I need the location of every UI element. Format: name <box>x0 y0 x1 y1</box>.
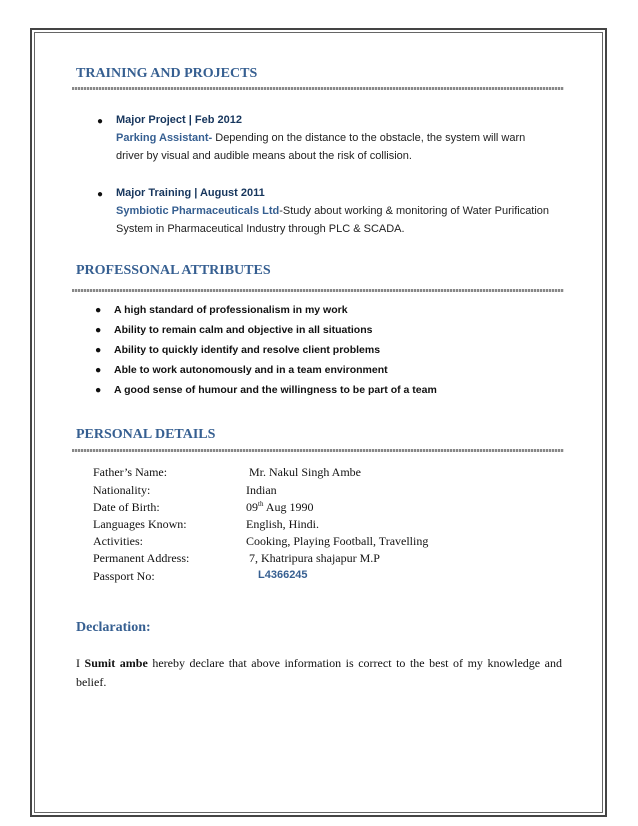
project-heading: Major Project | Feb 2012 <box>116 114 242 126</box>
bullet-icon: ● <box>95 304 102 316</box>
personal-section-title: PERSONAL DETAILS <box>76 427 216 442</box>
section-divider <box>72 289 564 292</box>
attribute-item: ● Able to work autonomously and in a team environment <box>95 364 388 376</box>
training-section-title: TRAINING AND PROJECTS <box>76 66 258 81</box>
bullet-icon: ● <box>95 344 102 356</box>
project-description: Parking Assistant- Depending on the distance to the obstacle, the system will warn <box>116 132 526 144</box>
activities-value: Cooking, Playing Football, Travelling <box>246 534 429 548</box>
bullet-icon: ● <box>95 364 102 376</box>
training-company: Symbiotic Pharmaceuticals Ltd <box>116 205 280 217</box>
languages-value: English, Hindi. <box>246 517 320 531</box>
training-heading: Major Training | August 2011 <box>116 187 265 199</box>
dob-value: 09th Aug 1990 <box>246 500 314 514</box>
training-description-line2: System in Pharmaceutical Industry through PLC & SCADA. <box>116 223 405 235</box>
project-name: Parking Assistant- <box>116 132 213 144</box>
project-entry <box>116 111 566 165</box>
address-value: 7, Khatripura shajapur M.P <box>249 551 380 565</box>
training-entry <box>116 184 566 238</box>
declaration-title: Declaration: <box>76 620 151 635</box>
bullet-icon: ● <box>95 324 102 336</box>
passport-value: L4366245 <box>258 569 308 581</box>
declaration-text: I Sumit ambe hereby declare that above information is correct to the best of my knowledge and belief. <box>76 656 563 689</box>
bullet-icon: ● <box>97 116 104 127</box>
attribute-item: ● A good sense of humour and the willingness to be part of a team <box>95 384 437 396</box>
bullet-icon: ● <box>97 189 104 200</box>
address-label: Permanent Address: <box>93 551 190 565</box>
fathers-name-label: Father’s Name: <box>93 465 168 479</box>
fathers-name-value: Mr. Nakul Singh Ambe <box>249 465 362 479</box>
nationality-label: Nationality: <box>93 483 151 497</box>
section-divider <box>72 449 564 452</box>
dob-label: Date of Birth: <box>93 500 160 514</box>
nationality-value: Indian <box>246 483 277 497</box>
training-description: Symbiotic Pharmaceuticals Ltd-Study about working & monitoring of Water Purification <box>116 205 550 217</box>
attribute-item: ● A high standard of professionalism in my work <box>95 304 348 316</box>
project-description-line2: driver by visual and audible means about the risk of collision. <box>116 150 412 162</box>
declarant-name: Sumit ambe <box>84 656 148 670</box>
attributes-section-title: PROFESSONAL ATTRIBUTES <box>76 263 271 278</box>
languages-label: Languages Known: <box>93 517 187 531</box>
passport-label: Passport No: <box>93 569 155 583</box>
activities-label: Activities: <box>93 534 143 548</box>
bullet-icon: ● <box>95 384 102 396</box>
section-divider <box>72 87 564 90</box>
attribute-item: ● Ability to quickly identify and resolve client problems <box>95 344 381 356</box>
attribute-item: ● Ability to remain calm and objective in all situations <box>95 324 373 336</box>
